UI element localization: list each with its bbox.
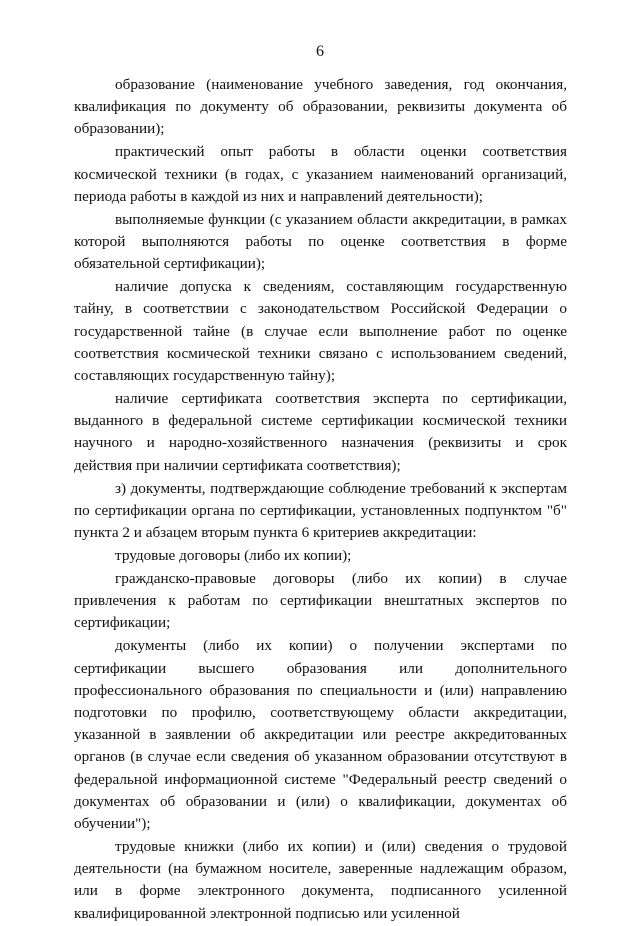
paragraph-expert-certificate: наличие сертификата соответствия эксперта по сертификации, выданного в федеральной системе сертификации космической техники научного и народно-хозяйственного назначения (реквизиты и срок действия при наличии сертификата соответствия); — [74, 390, 567, 474]
paragraph-civil-contracts: гражданско-правовые договоры (либо их копии) в случае привлечения к работам по сертификации внештатных экспертов по сертификации; — [74, 570, 567, 632]
paragraph-work-books: трудовые книжки (либо их копии) и (или) сведения о трудовой деятельности (на бумажном носителе, заверенные надлежащим образом, или в форме электронного документа, подписанного усиленной квалифицированной электронной подписью или усиленной — [74, 838, 567, 922]
paragraph-education: образование (наименование учебного заведения, год окончания, квалификация по документу об образовании, реквизиты документа об образовании); — [74, 76, 567, 138]
paragraph-functions: выполняемые функции (с указанием области аккредитации, в рамках которой выполняются работы по оценке соответствия в форме обязательной сертификации); — [74, 210, 567, 273]
paragraph-education-documents: документы (либо их копии) о получении экспертами по сертификации высшего образования или дополнительного профессионального образования по специальности и (или) направлению подготовки по профилю, соответствующему области аккредитации, указанной в заявлении об аккредитации или реестре аккредитованных органов (в случае если сведения об указанном образовании отсутствуют в федеральной информационной системе "Федеральный реестр сведений о документах об образовании и (или) о квалификации, документах об обучении"); — [74, 637, 567, 833]
paragraph-item-z: з) документы, подтверждающие соблюдение требований к экспертам по сертификации органа по сертификации, установленных подпунктом "б" пункта 2 и абзацем вторым пункта 6 критериев аккредитации: — [74, 479, 567, 542]
paragraph-state-secret-clearance: наличие допуска к сведениям, составляющим государственную тайну, в соответствии с законодательством Российской Федерации о государственной тайне (в случае если выполнение работ по оценке соответствия космической техники связано с использованием сведений, составляющих государственную тайну); — [74, 278, 567, 385]
page-number: 6 — [316, 43, 324, 60]
paragraph-employment-contracts: трудовые договоры (либо их копии); — [115, 547, 352, 565]
paragraph-practical-experience: практический опыт работы в области оценки соответствия космической техники (в годах, с указанием наименований организаций, периода работы в каждой из них и направлений деятельности); — [74, 143, 567, 205]
document-body — [74, 74, 567, 926]
